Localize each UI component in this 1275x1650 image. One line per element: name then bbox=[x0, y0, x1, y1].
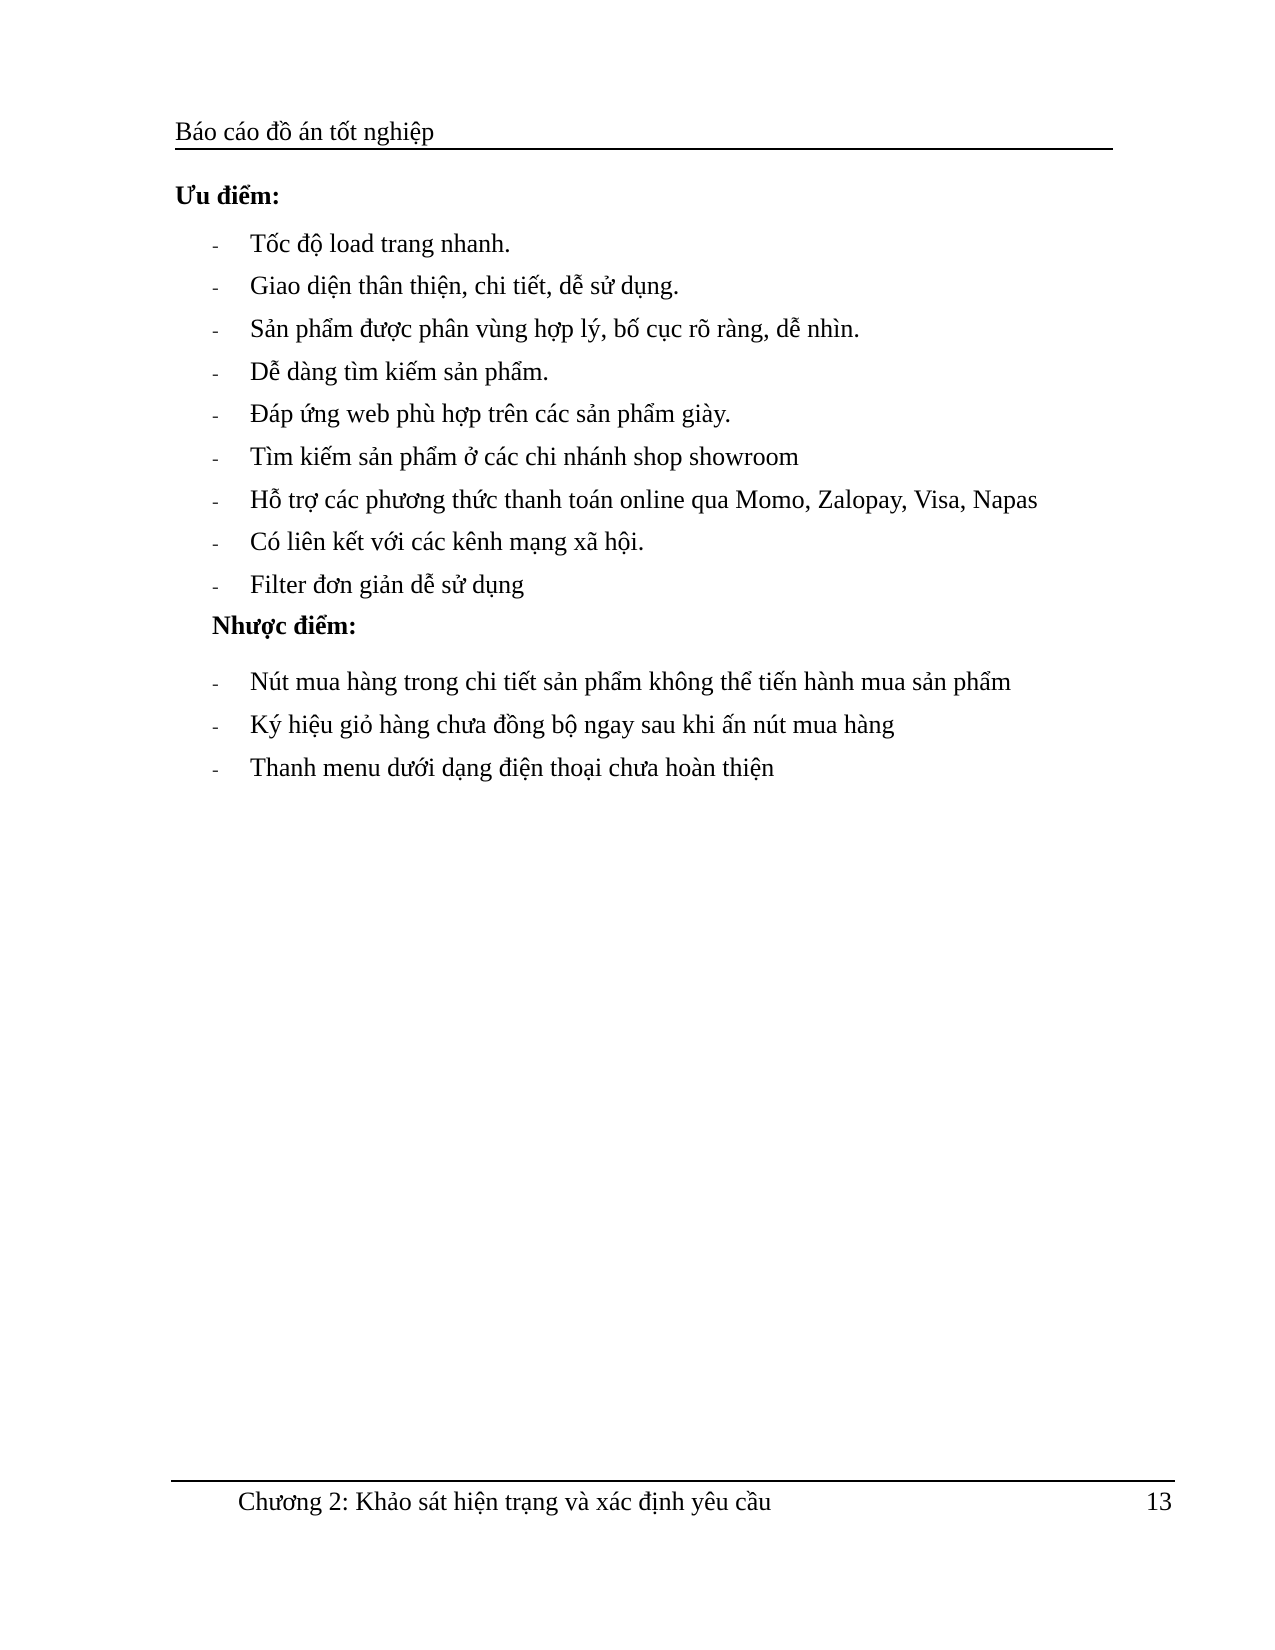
list-dash: - bbox=[212, 277, 219, 299]
list-item-text: Ký hiệu giỏ hàng chưa đồng bộ ngay sau khi ấn nút mua hàng bbox=[250, 710, 895, 739]
list-item-text: Giao diện thân thiện, chi tiết, dễ sử dụng. bbox=[250, 271, 680, 300]
list-item-text: Tốc độ load trang nhanh. bbox=[250, 229, 511, 258]
advantages-heading: Ưu điểm: bbox=[175, 181, 281, 210]
list-item-text: Hỗ trợ các phương thức thanh toán online qua Momo, Zalopay, Visa, Napas bbox=[250, 485, 1038, 514]
list-dash: - bbox=[212, 759, 219, 781]
footer-divider bbox=[171, 1480, 1175, 1482]
list-item-text: Nút mua hàng trong chi tiết sản phẩm không thể tiến hành mua sản phẩm bbox=[250, 667, 1012, 696]
list-dash: - bbox=[212, 491, 219, 513]
list-item-text: Đáp ứng web phù hợp trên các sản phẩm giày. bbox=[250, 399, 732, 428]
list-dash: - bbox=[212, 576, 219, 598]
list-dash: - bbox=[212, 320, 219, 342]
list-dash: - bbox=[212, 448, 219, 470]
list-item-text: Tìm kiếm sản phẩm ở các chi nhánh shop showroom bbox=[250, 442, 799, 471]
list-dash: - bbox=[212, 363, 219, 385]
disadvantages-heading: Nhược điểm: bbox=[212, 611, 357, 640]
list-item-text: Filter đơn giản dễ sử dụng bbox=[250, 570, 525, 599]
page-header-title: Báo cáo đồ án tốt nghiệp bbox=[175, 117, 435, 146]
header-divider bbox=[175, 148, 1113, 150]
list-dash: - bbox=[212, 405, 219, 427]
footer-chapter-title: Chương 2: Khảo sát hiện trạng và xác định yêu cầu bbox=[238, 1487, 772, 1516]
list-dash: - bbox=[212, 673, 219, 695]
list-item-text: Sản phẩm được phân vùng hợp lý, bố cục rõ ràng, dễ nhìn. bbox=[250, 314, 860, 343]
list-dash: - bbox=[212, 716, 219, 738]
list-item-text: Dễ dàng tìm kiếm sản phẩm. bbox=[250, 357, 549, 386]
list-item-text: Thanh menu dưới dạng điện thoại chưa hoàn thiện bbox=[250, 753, 775, 782]
page-number: 13 bbox=[1146, 1487, 1172, 1516]
list-dash: - bbox=[212, 533, 219, 555]
list-item-text: Có liên kết với các kênh mạng xã hội. bbox=[250, 527, 645, 556]
list-dash: - bbox=[212, 235, 219, 257]
